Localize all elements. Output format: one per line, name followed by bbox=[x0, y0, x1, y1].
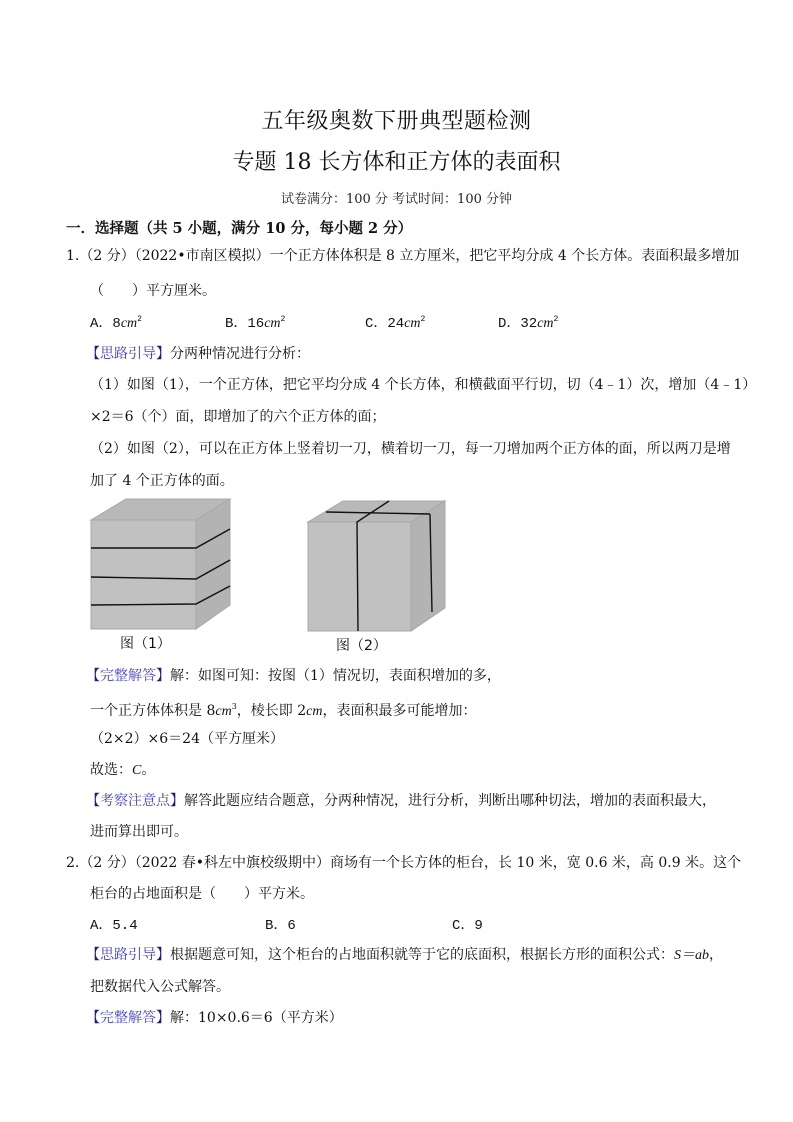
document-subtitle: 专题 18 长方体和正方体的表面积 bbox=[232, 150, 561, 175]
question-2-option-a[interactable]: A．5.4 bbox=[90, 918, 138, 934]
question-1-option-a[interactable]: A．$8cm^2$ bbox=[90, 315, 142, 332]
document-title: 五年级奥数下册典型题检测 bbox=[261, 109, 532, 134]
question-2-option-c[interactable]: C．9 bbox=[452, 918, 483, 934]
answer-tag: 【完整解答】 bbox=[86, 668, 170, 684]
question-1-option-d[interactable]: D．$32cm^2$ bbox=[498, 315, 559, 332]
question-1-answer: 【完整解答】解：如图可知：按图（1）情况切，表面积增加的多， bbox=[86, 668, 501, 684]
figure-1-cube-horizontal-cuts bbox=[88, 497, 236, 633]
answer-tag: 【完整解答】 bbox=[86, 1010, 170, 1026]
question-1-option-b[interactable]: B．$16cm^2$ bbox=[225, 315, 286, 332]
note-tag: 【考察注意点】 bbox=[86, 793, 184, 809]
question-2-option-b[interactable]: B．6 bbox=[265, 918, 296, 934]
question-1-note: 【考察注意点】解答此题应结合题意，分两种情况，进行分析，判断出哪种切法，增加的表面积最大， bbox=[86, 793, 716, 809]
question-2-guide: 【思路引导】根据题意可知，这个柜台的占地面积就等于它的底面积，根据长方形的面积公式：S＝ab， bbox=[86, 947, 723, 963]
question-1-stem-line2: （ ）平方厘米。 bbox=[90, 283, 216, 299]
guide-line-3: （2）如图（2），可以在正方体上竖着切一刀，横着切一刀，每一刀增加两个正方体的面，所以两刀是增 bbox=[90, 441, 731, 457]
question-2-stem-line2: 柜台的占地面积是（ ）平方米。 bbox=[90, 886, 314, 902]
question-1-option-c[interactable]: C．$24cm^2$ bbox=[365, 315, 426, 332]
answer-line-4: 故选：C。 bbox=[90, 762, 156, 778]
guide-tag: 【思路引导】 bbox=[86, 346, 170, 362]
area-formula: S＝ab bbox=[674, 948, 709, 963]
answer-line-3: （2×2）×6＝24（平方厘米） bbox=[90, 731, 284, 747]
answer-line-2: 一个正方体体积是 $8cm^3$，棱长即 2cm，表面积最多可能增加： bbox=[90, 702, 477, 719]
question-2-answer: 【完整解答】解：10×0.6＝6（平方米） bbox=[86, 1010, 343, 1026]
guide-line-2: ×2＝6（个）面，即增加了的六个正方体的面； bbox=[90, 409, 386, 425]
question-1-guide: 【思路引导】分两种情况进行分析： bbox=[86, 346, 310, 362]
question-2-guide-line-2: 把数据代入公式解答。 bbox=[90, 979, 230, 995]
figure-2-caption: 图（2） bbox=[336, 638, 387, 654]
question-2-stem-line1: 2.（2 分）（2022 春•科左中旗校级期中）商场有一个长方体的柜台，长 10 米，宽 0.6 米，高 0.9 米。这个 bbox=[66, 855, 742, 871]
note-line-2: 进而算出即可。 bbox=[90, 824, 188, 840]
figure-2-cube-vertical-cuts bbox=[305, 497, 450, 635]
section-heading: 一．选择题（共 5 小题，满分 10 分，每小题 2 分） bbox=[66, 220, 413, 237]
guide-line-1: （1）如图（1），一个正方体，把它平均分成 4 个长方体，和横截面平行切，切（4﹣1）次，增加（4﹣1） bbox=[90, 377, 757, 393]
question-1-stem-line1: 1.（2 分）（2022•市南区模拟）一个正方体体积是 8 立方厘米，把它平均分成 4 个长方体。表面积最多增加 bbox=[66, 248, 740, 264]
guide-tag: 【思路引导】 bbox=[86, 947, 170, 963]
figure-1-caption: 图（1） bbox=[120, 636, 171, 652]
exam-meta: 试卷满分：100 分 考试时间：100 分钟 bbox=[280, 192, 513, 207]
guide-line-4: 加了 4 个正方体的面。 bbox=[90, 473, 234, 489]
